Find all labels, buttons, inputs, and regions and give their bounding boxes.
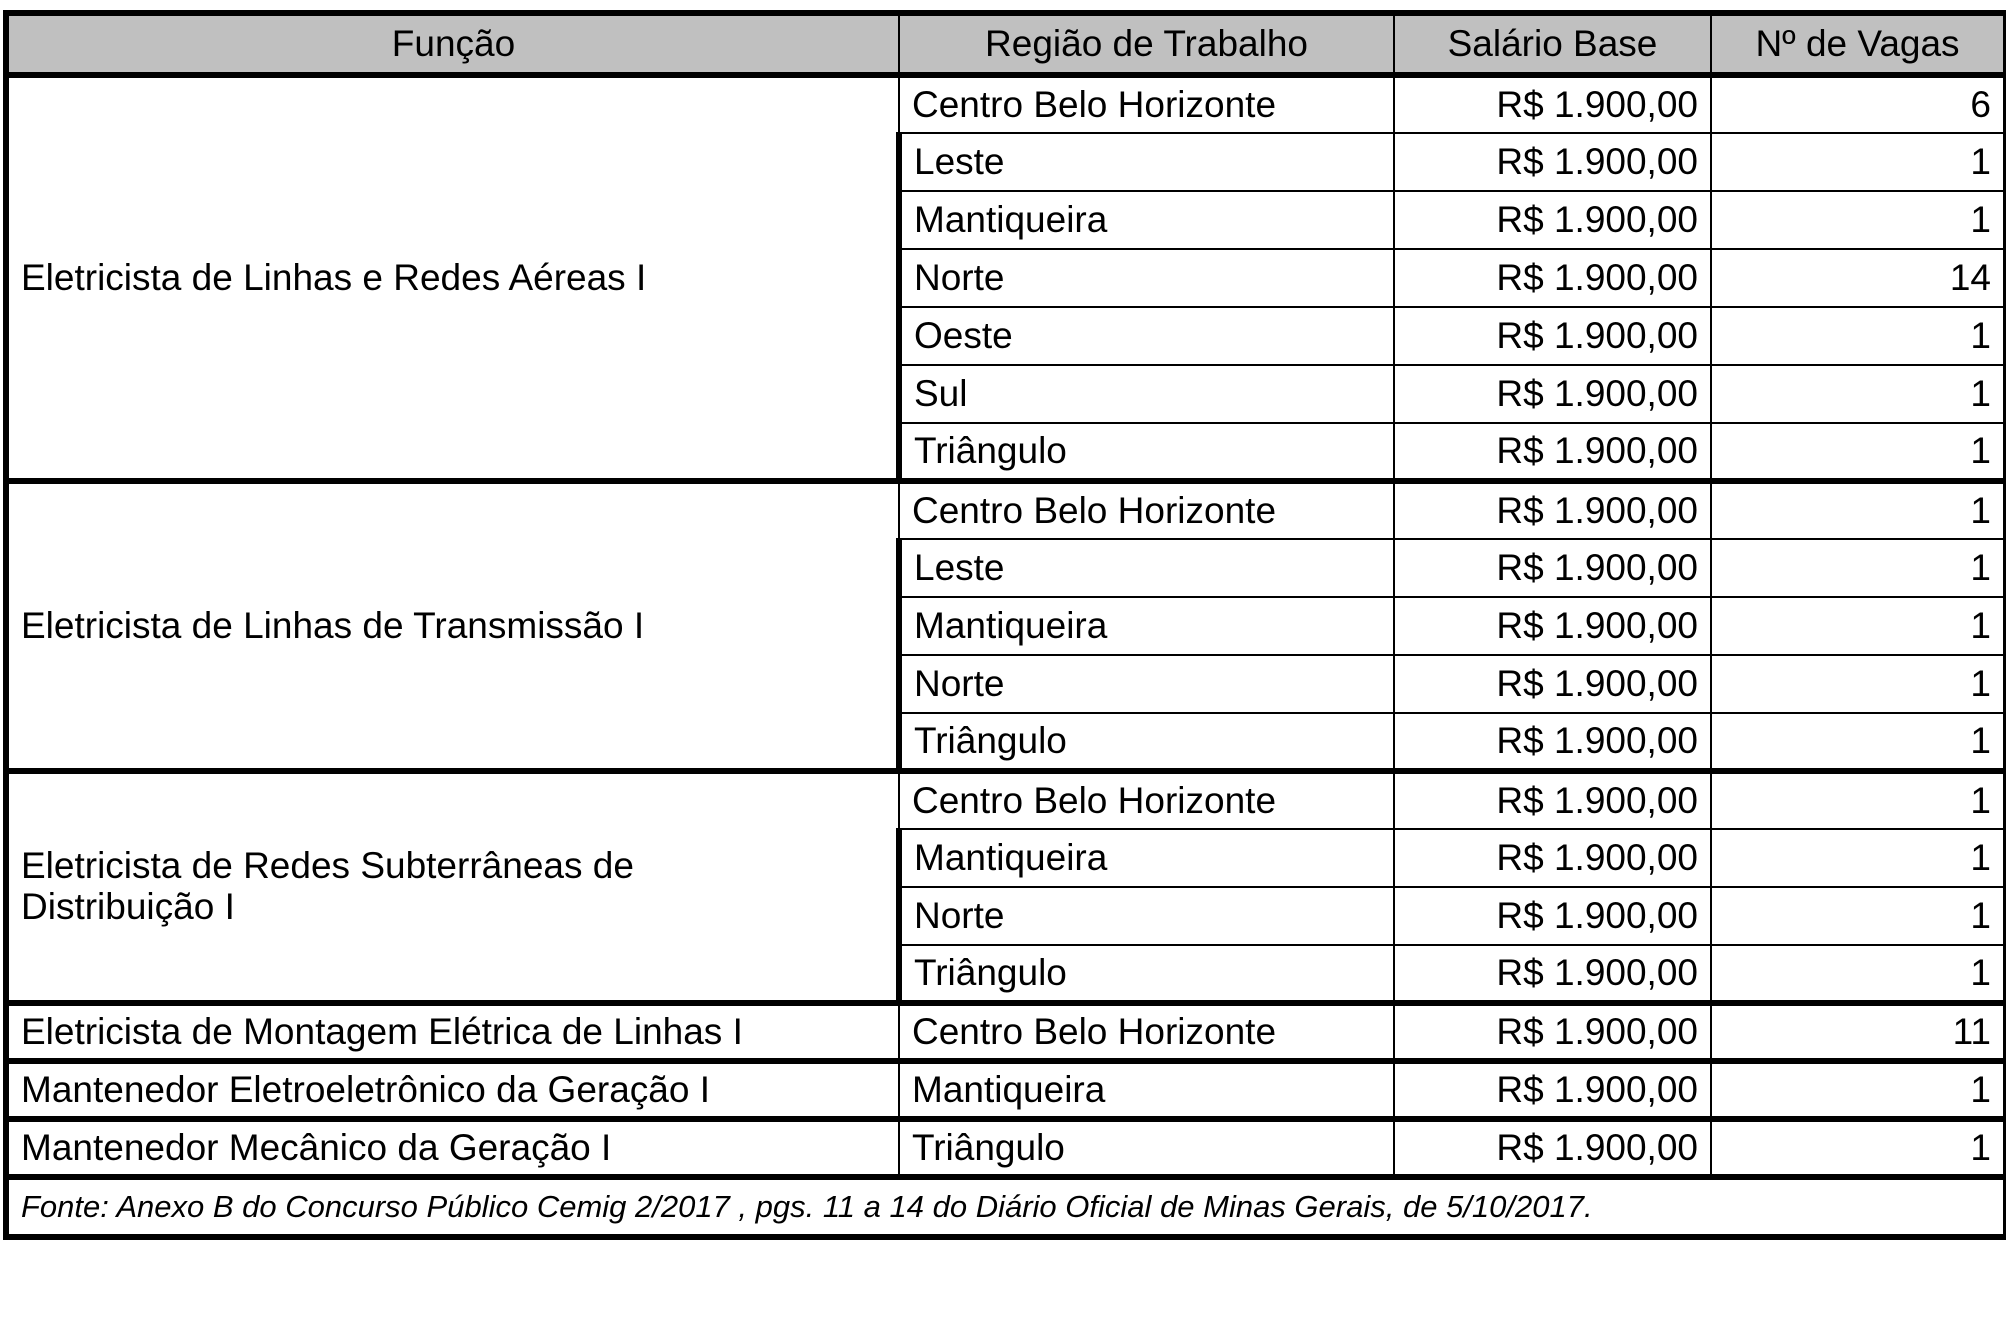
vacancies-table-container (3, 10, 2003, 1240)
regiao-cell: Triângulo (899, 1119, 1394, 1177)
vagas-cell: 1 (1711, 945, 2006, 1003)
header-vagas: Nº de Vagas (1711, 13, 2006, 75)
vagas-cell: 1 (1711, 481, 2006, 539)
funcao-label: Mantenedor Eletroeletrônico da Geração I (21, 1068, 711, 1110)
regiao-cell: Norte (899, 887, 1394, 945)
header-salario: Salário Base (1394, 13, 1711, 75)
regiao-cell: Mantiqueira (899, 191, 1394, 249)
salario-cell: R$ 1.900,00 (1394, 945, 1711, 1003)
salario-cell: R$ 1.900,00 (1394, 713, 1711, 771)
vagas-cell: 1 (1711, 771, 2006, 829)
salario-cell: R$ 1.900,00 (1394, 75, 1711, 133)
salario-cell: R$ 1.900,00 (1394, 771, 1711, 829)
source-row (6, 1177, 2006, 1237)
vagas-cell: 1 (1711, 133, 2006, 191)
salario-cell: R$ 1.900,00 (1394, 423, 1711, 481)
regiao-cell: Triângulo (899, 423, 1394, 481)
salario-cell: R$ 1.900,00 (1394, 481, 1711, 539)
salario-cell: R$ 1.900,00 (1394, 887, 1711, 945)
source-note: Fonte: Anexo B do Concurso Público Cemig 2/2017 , pgs. 11 a 14 do Diário Oficial de Minas Gerais, de 5/10/2017. (6, 1177, 2006, 1237)
vagas-cell: 14 (1711, 249, 2006, 307)
table-row (6, 1003, 2006, 1061)
table-body (6, 75, 2006, 1177)
vagas-cell: 1 (1711, 597, 2006, 655)
vagas-cell: 1 (1711, 365, 2006, 423)
salario-cell: R$ 1.900,00 (1394, 539, 1711, 597)
vagas-cell: 1 (1711, 307, 2006, 365)
funcao-label: Eletricista de Redes Subterrâneas de Distribuição I (21, 845, 634, 927)
vacancies-table (3, 10, 2006, 1240)
regiao-cell: Triângulo (899, 945, 1394, 1003)
regiao-cell: Leste (899, 539, 1394, 597)
salario-cell: R$ 1.900,00 (1394, 655, 1711, 713)
vagas-cell: 1 (1711, 191, 2006, 249)
funcao-label: Eletricista de Linhas e Redes Aéreas I (21, 256, 647, 298)
header-funcao: Função (6, 13, 899, 75)
vagas-cell: 1 (1711, 655, 2006, 713)
salario-cell: R$ 1.900,00 (1394, 1119, 1711, 1177)
regiao-cell: Sul (899, 365, 1394, 423)
vagas-cell: 11 (1711, 1003, 2006, 1061)
regiao-cell: Mantiqueira (899, 597, 1394, 655)
funcao-label: Mantenedor Mecânico da Geração I (21, 1126, 612, 1168)
salario-cell: R$ 1.900,00 (1394, 829, 1711, 887)
funcao-label: Eletricista de Linhas de Transmissão I (21, 604, 645, 646)
funcao-label: Eletricista de Montagem Elétrica de Linhas I (21, 1010, 743, 1052)
vagas-cell: 1 (1711, 887, 2006, 945)
salario-cell: R$ 1.900,00 (1394, 1061, 1711, 1119)
salario-cell: R$ 1.900,00 (1394, 249, 1711, 307)
vagas-cell: 6 (1711, 75, 2006, 133)
regiao-cell: Centro Belo Horizonte (899, 75, 1394, 133)
regiao-cell: Centro Belo Horizonte (899, 771, 1394, 829)
vagas-cell: 1 (1711, 829, 2006, 887)
funcao-cell (6, 1003, 899, 1061)
regiao-cell: Norte (899, 249, 1394, 307)
table-row (6, 1119, 2006, 1177)
table-row (6, 1061, 2006, 1119)
regiao-cell: Centro Belo Horizonte (899, 1003, 1394, 1061)
regiao-cell: Norte (899, 655, 1394, 713)
table-header-row (6, 13, 2006, 75)
header-regiao: Região de Trabalho (899, 13, 1394, 75)
table-row (6, 75, 2006, 133)
table-row (6, 771, 2006, 829)
funcao-cell (6, 771, 899, 1003)
funcao-cell (6, 75, 899, 481)
regiao-cell: Triângulo (899, 713, 1394, 771)
salario-cell: R$ 1.900,00 (1394, 307, 1711, 365)
vagas-cell: 1 (1711, 423, 2006, 481)
regiao-cell: Mantiqueira (899, 829, 1394, 887)
salario-cell: R$ 1.900,00 (1394, 133, 1711, 191)
regiao-cell: Leste (899, 133, 1394, 191)
funcao-cell (6, 481, 899, 771)
salario-cell: R$ 1.900,00 (1394, 191, 1711, 249)
salario-cell: R$ 1.900,00 (1394, 365, 1711, 423)
vagas-cell: 1 (1711, 539, 2006, 597)
regiao-cell: Centro Belo Horizonte (899, 481, 1394, 539)
vagas-cell: 1 (1711, 713, 2006, 771)
regiao-cell: Oeste (899, 307, 1394, 365)
vagas-cell: 1 (1711, 1119, 2006, 1177)
funcao-cell (6, 1119, 899, 1177)
vagas-cell: 1 (1711, 1061, 2006, 1119)
regiao-cell: Mantiqueira (899, 1061, 1394, 1119)
salario-cell: R$ 1.900,00 (1394, 1003, 1711, 1061)
funcao-cell (6, 1061, 899, 1119)
salario-cell: R$ 1.900,00 (1394, 597, 1711, 655)
table-row (6, 481, 2006, 539)
